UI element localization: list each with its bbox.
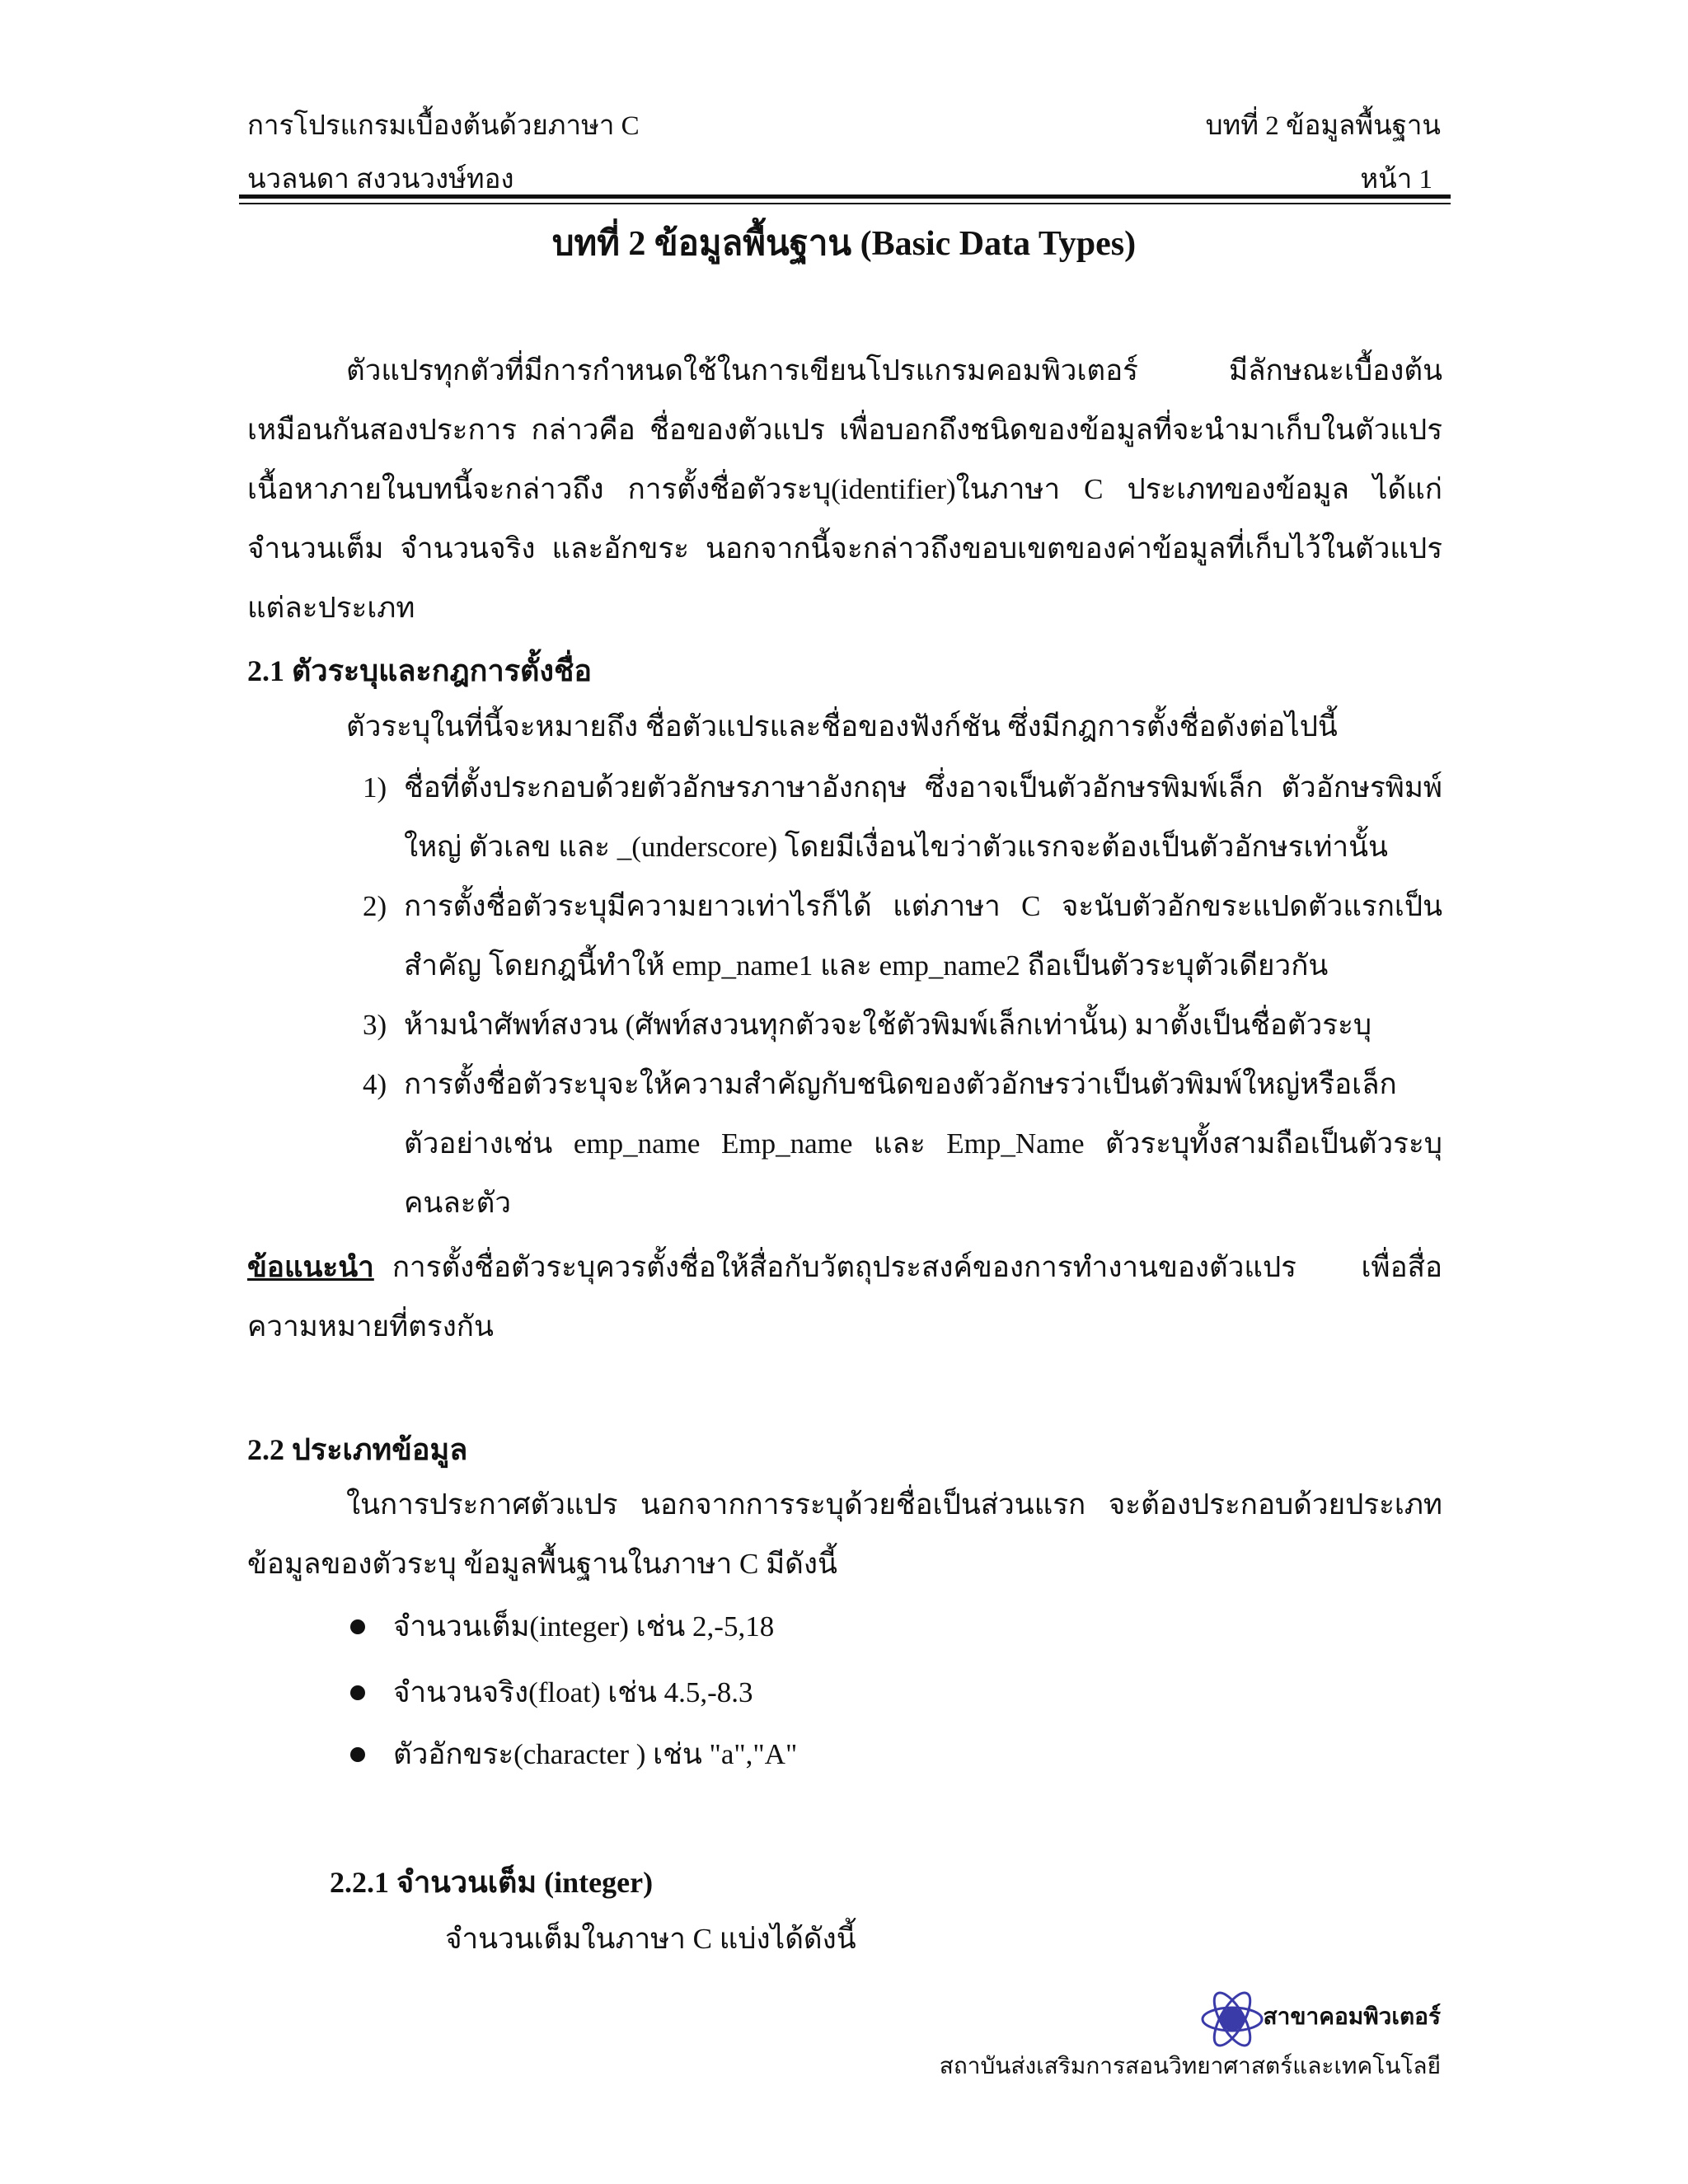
- bullet-text: จำนวนจริง(float) เช่น 4.5,-8.3: [393, 1676, 753, 1708]
- intro-paragraph: [247, 341, 1442, 638]
- tip-text: การตั้งชื่อตัวระบุควรตั้งชื่อให้สื่อกับวัตถุประสงค์ของการทำงานของตัวแปร เพื่อสื่อความหมายที่ตรงกัน: [247, 1251, 1442, 1343]
- section-2-2-lead-text: ในการประกาศตัวแปร นอกจากการระบุด้วยชื่อเป็นส่วนแรก จะต้องประกอบด้วยประเภทข้อมูลของตัวระบุ ข้อมูลพื้นฐานในภาษา C มีดังนี้: [247, 1488, 1442, 1580]
- section-2-2-heading: 2.2 ประเภทข้อมูล: [247, 1433, 468, 1466]
- rule-text: ชื่อที่ตั้งประกอบด้วยตัวอักษรภาษาอังกฤษ ซึ่งอาจเป็นตัวอักษรพิมพ์เล็ก ตัวอักษรพิมพ์ใหญ่ ตัวเลข และ _(underscore) โดยมีเงื่อนไขว่าตัวแรกจะต้องเป็นตัวอักษรเท่านั้น: [404, 771, 1442, 863]
- header-rule-thick: [239, 194, 1451, 199]
- rule-number: 1): [363, 771, 387, 804]
- bullet-text: จำนวนเต็ม(integer) เช่น 2,-5,18: [393, 1610, 775, 1643]
- section-2-1-lead-text: ตัวระบุในที่นี้จะหมายถึง ชื่อตัวแปรและชื่อของฟังก์ชัน ซึ่งมีกฎการตั้งชื่อดังต่อไปนี้: [346, 710, 1338, 743]
- data-type-bullet-float: [350, 1673, 753, 1713]
- section-2-2-1-lead: จำนวนเต็มในภาษา C แบ่งได้ดังนี้: [445, 1923, 856, 1955]
- footer-department: สาขาคอมพิวเตอร์: [1263, 2003, 1441, 2030]
- intro-text: ตัวแปรทุกตัวที่มีการกำหนดใช้ในการเขียนโปรแกรมคอมพิวเตอร์ มีลักษณะเบื้องต้นเหมือนกันสองประการ กล่าวคือ ชื่อของตัวแปร เพื่อบอกถึงชนิดของข้อมูลที่จะนำมาเก็บในตัวแปร เนื้อหาภายในบทนี้จะกล่าวถึง การตั้งชื่อตัวระบุ(identifier)ในภาษา C ประเภทของข้อมูล ได้แก่ จำนวนเต็ม จำนวนจริง และอักขระ นอกจากนี้จะกล่าวถึงขอบเขตของค่าข้อมูลที่เก็บไว้ในตัวแปรแต่ละประเภท: [247, 354, 1442, 624]
- rule-item-3: [363, 996, 1442, 1055]
- rule-item-1: [363, 758, 1442, 877]
- rule-text: การตั้งชื่อตัวระบุมีความยาวเท่าไรก็ได้ แต่ภาษา C จะนับตัวอักขระแปดตัวแรกเป็นสำคัญ โดยกฎนี้ทำให้ emp_name1 และ emp_name2 ถือเป็นตัวระบุตัวเดียวกัน: [404, 890, 1442, 982]
- tip-label: ข้อแนะนำ: [247, 1251, 374, 1283]
- bullet-dot: [350, 1619, 365, 1634]
- naming-tip: [247, 1238, 1442, 1357]
- section-2-1-heading: 2.1 ตัวระบุและกฎการตั้งชื่อ: [247, 654, 593, 687]
- data-type-bullet-character: [350, 1735, 797, 1774]
- bullet-dot: [350, 1685, 365, 1700]
- header-chapter: บทที่ 2 ข้อมูลพื้นฐาน: [1205, 111, 1441, 141]
- bullet-text: ตัวอักขระ(character ) เช่น "a","A": [393, 1738, 798, 1770]
- header-author: นวลนดา สงวนวงษ์ทอง: [247, 165, 514, 194]
- institute-logo-icon: [1199, 1986, 1265, 2052]
- rule-item-4: [363, 1055, 1442, 1233]
- rule-text: การตั้งชื่อตัวระบุจะให้ความสำคัญกับชนิดของตัวอักษรว่าเป็นตัวพิมพ์ใหญ่หรือเล็ก ตัวอย่างเช่น emp_name Emp_name และ Emp_Name ตัวระบุทั้งสามถือเป็นตัวระบุ คนละตัว: [404, 1068, 1442, 1219]
- rule-number: 3): [363, 1009, 387, 1041]
- rule-number: 2): [363, 890, 387, 922]
- section-2-2-lead: [247, 1475, 1442, 1594]
- rule-text: ห้ามนำศัพท์สงวน (ศัพท์สงวนทุกตัวจะใช้ตัวพิมพ์เล็กเท่านั้น) มาตั้งเป็นชื่อตัวระบุ: [404, 1009, 1372, 1041]
- rule-item-2: [363, 877, 1442, 996]
- chapter-title: บทที่ 2 ข้อมูลพื้นฐาน (Basic Data Types): [551, 225, 1137, 263]
- section-2-2-1-heading: 2.2.1 จำนวนเต็ม (integer): [330, 1866, 654, 1899]
- footer-institute: สถาบันส่งเสริมการสอนวิทยาศาสตร์และเทคโนโลยี: [939, 2052, 1441, 2079]
- header-course-title: การโปรแกรมเบื้องต้นด้วยภาษา C: [247, 111, 640, 141]
- data-type-bullet-integer: [350, 1607, 774, 1647]
- bullet-dot: [350, 1747, 365, 1762]
- section-2-1-lead: [247, 697, 1442, 757]
- header-page-number: หน้า 1: [1360, 165, 1432, 194]
- header-rule-thin: [239, 203, 1451, 204]
- rule-number: 4): [363, 1068, 387, 1100]
